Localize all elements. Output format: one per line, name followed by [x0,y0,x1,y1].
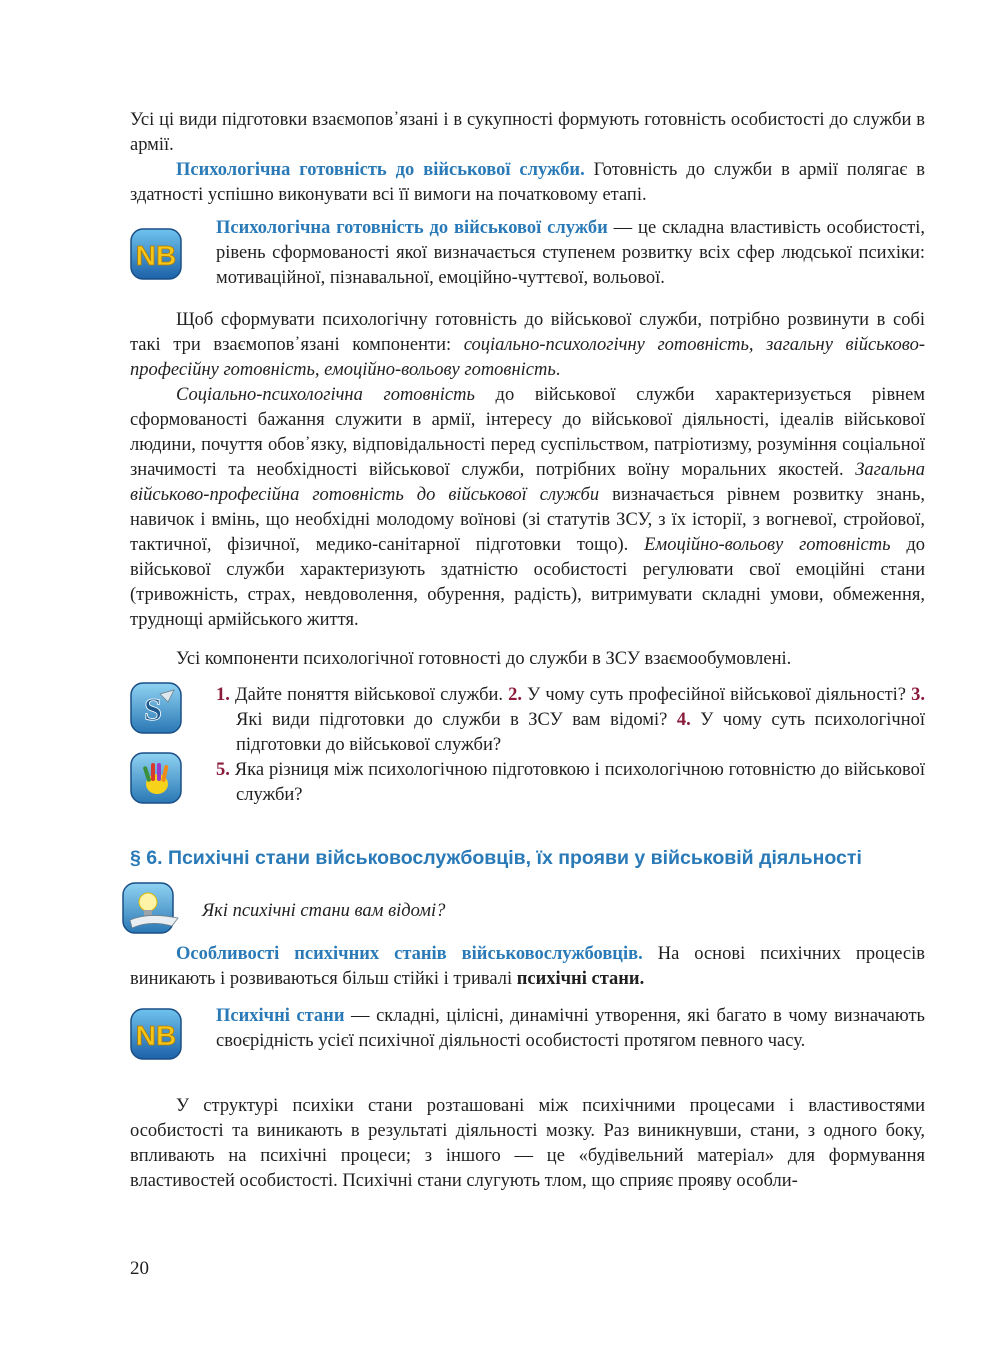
definition-text: — це складна властивість особистості, рівень сформованості якої визначається ступенем розвитку всіх сфер людської психіки: мотиваційної, пізнавальної, емоційно-чуттєвої, вольової. [216,218,925,288]
question-number: 4. [676,710,691,730]
paragraph-text: На основі психічних процесів виникають і розвиваються більш стійкі і тривалі [130,944,925,989]
paragraph-text: Щоб сформувати психологічну готовність до військової служби, потрібно розвинути в собі такі три взаємопов᾿язані компоненти: [130,310,925,355]
paragraph-text: Усі компоненти психологічної готовності до служби в ЗСУ взаємообумовлені. [176,649,792,669]
paragraph-text: визначається рівнем розвитку знань, навичок і вмінь, що необхідні молодому воїнові (зі статутів ЗСУ, з їх історії, з вогневої, стройової, тактичної, фізичної, медико-санітарної підготовки тощо). [130,485,925,555]
nb-definition-2 [216,1004,925,1054]
hand-icon [130,752,182,804]
definition-text: — складні, цілісні, динамічні утворення, які багато в чому визначають своєрідність усієї психічної діяльності особистості протягом певного часу. [216,1006,925,1051]
definition-term: Психологічна готовність до військової служби [216,218,608,238]
question-number: 1. [216,685,230,705]
question-text: Дайте поняття військової служби. [229,685,509,705]
question-text: Які види підготовки до служби в ЗСУ вам відомі? [236,710,677,730]
question-number: 2. [508,685,522,705]
question-5 [216,758,925,808]
paragraph-components [130,308,925,383]
nb-icon [130,228,182,280]
paragraph-interdependence [130,647,925,672]
italic-text: Загальна військово-професійна готовність до військової служби [130,460,925,505]
paragraph-text: до військової служби характеризується рівнем сформованості бажання служити в армії, інтересу до військової діяльності, ідеалів військової людини, почуття обов᾿язку, відповідальності перед суспільством, патріотизму, розуміння соціальної значимості та необхідності військової служби, потрібних воїну моральних якостей. [130,385,925,480]
question-number: 3. [911,685,925,705]
nb-icon [130,1008,182,1060]
question-text: У чому суть психологічної підготовки до військової служби? [236,710,925,755]
definition-term: Психічні стани [216,1006,345,1026]
warmup-question: Які психічні стани вам відомі? [202,901,446,921]
paragraph-text: Готовність до служби в армії полягає в здатності успішно виконувати всі її вимоги на початковому етапі. [130,160,925,205]
svg-text:NB: NB [135,1020,177,1051]
question-group-1 [216,683,925,758]
review-questions [216,683,925,808]
svg-text:S: S [144,691,162,727]
question-text: Яка різниця між психологічною підготовкою і психологічною готовністю до військової служби? [229,760,925,805]
paragraph-states-features [130,942,925,992]
lightbulb-icon [122,882,182,934]
heading-inline: Психологічна готовність до військової служби. [176,160,585,180]
paragraph-components-detail [130,383,925,633]
page-number: 20 [130,1258,149,1279]
punctuation: . [555,360,561,380]
paragraph-text: Усі ці види підготовки взаємопов᾿язані і в сукупності формують готовність особистості до служби в армії. [130,110,925,155]
italic-text: Емоційно-вольову готовність [644,535,891,555]
italic-text: соціально-психологічну готовність, загальну військово-професійну готовність, емоційно-вольову готовність [130,335,925,380]
bold-term: психічні стани. [516,969,645,989]
svg-text:NB: NB [135,240,177,271]
section-title: § 6. Психічні стани військовослужбовців, їх прояви у військовій діяльності [130,847,862,869]
paragraph-text: У структурі психіки стани розташовані між психічними процесами і властивостями особистості та виникають в результаті діяльності мозку. Раз виникнувши, стани, з одного боку, впливають на психічні процеси; з іншого — це «будівельний матеріал» для формування властивостей особистості. Психічні стани слугують тлом, що сприяє прояву особли- [130,1096,925,1191]
paragraph-readiness [130,158,925,208]
paragraph-intro [130,108,925,158]
nb-definition-1 [216,216,925,291]
question-number: 5. [216,760,230,780]
question-icon [130,682,182,734]
paragraph-text: до військової служби характеризують здатністю особистості регулювати свої емоційні стани (тривожність, страх, невдоволення, обурення, радість), витримувати складні умови, обмеження, труднощі армійського життя. [130,535,925,630]
italic-text: Соціально-психологічна готовність [176,385,475,405]
question-text: У чому суть професійної військової діяльності? [522,685,912,705]
heading-inline: Особливості психічних станів військовослужбовців. [176,944,643,964]
paragraph-structure [130,1094,925,1194]
